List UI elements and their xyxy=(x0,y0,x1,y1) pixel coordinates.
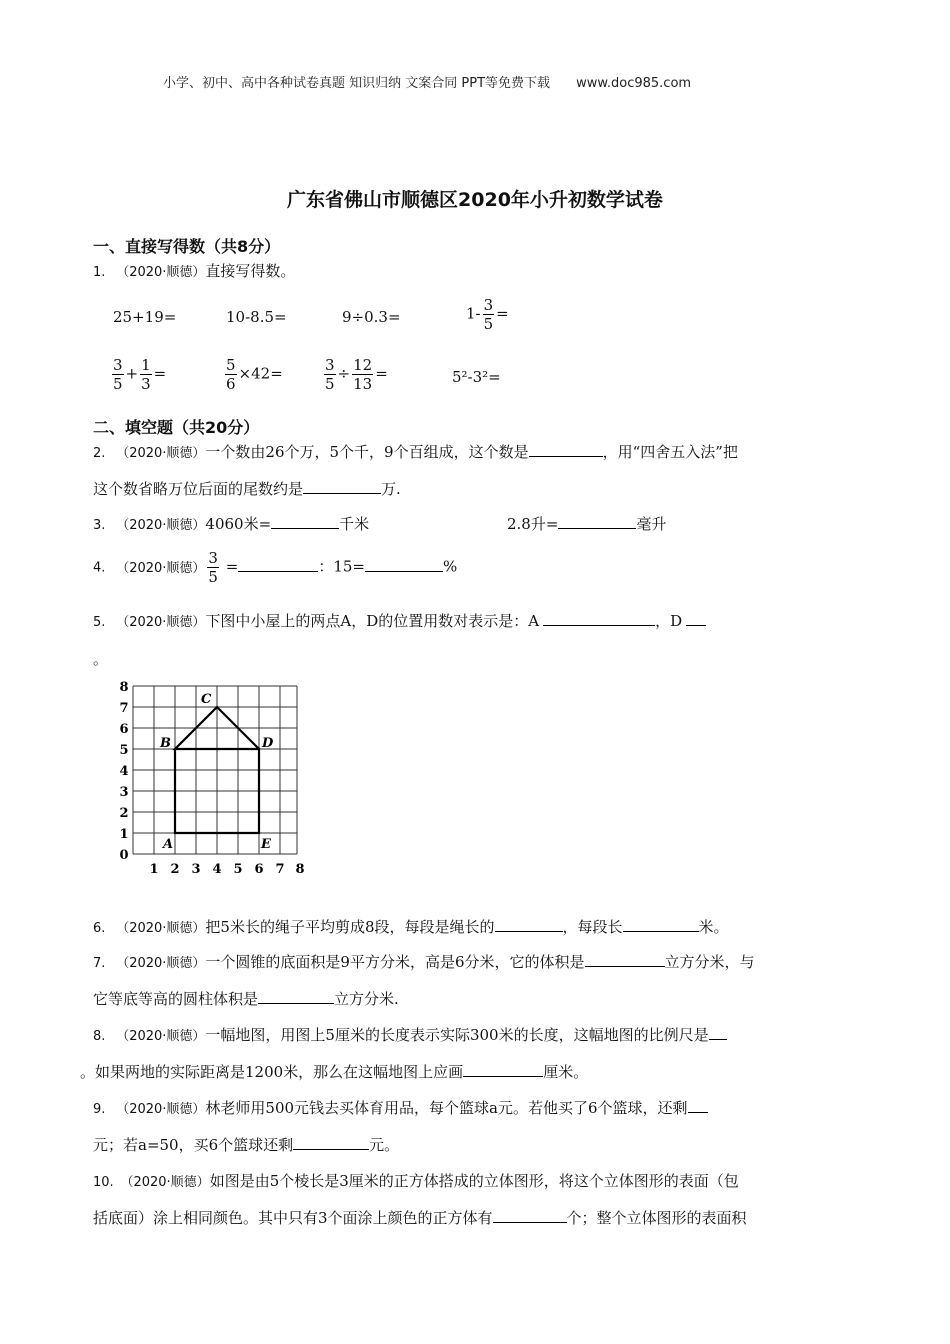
q1-expr-8: 5²-3²= xyxy=(452,368,501,386)
question-number: 8. xyxy=(93,1029,106,1044)
expr-suffix: ×42= xyxy=(238,364,283,383)
answer-blank[interactable] xyxy=(463,1061,543,1077)
question-5-end: 。 xyxy=(93,650,109,668)
numerator: 3 xyxy=(483,296,494,314)
question-8 xyxy=(93,1024,727,1045)
answer-blank[interactable] xyxy=(293,1134,369,1150)
y-axis-labels xyxy=(119,680,128,863)
question-1 xyxy=(93,260,295,281)
y-tick: 1 xyxy=(119,827,129,842)
answer-blank[interactable] xyxy=(303,478,381,494)
answer-blank[interactable] xyxy=(709,1024,727,1040)
answer-blank[interactable] xyxy=(365,556,443,572)
x-tick: 3 xyxy=(191,862,201,877)
q1-expr-3: 9÷0.3= xyxy=(342,308,401,326)
answer-blank[interactable] xyxy=(271,513,339,529)
question-text: 直接写得数。 xyxy=(205,262,296,280)
fraction xyxy=(324,356,336,393)
question-text: ，用“四舍五入法”把 xyxy=(602,443,738,461)
coordinate-grid-figure xyxy=(110,676,320,881)
answer-blank[interactable] xyxy=(495,916,563,932)
question-text: 元；若a=50，买6个篮球还剩 xyxy=(93,1136,294,1154)
y-tick: 2 xyxy=(119,806,129,821)
question-source: （2020·顺德） xyxy=(116,921,206,936)
site-header xyxy=(163,72,691,91)
question-text: 千米 xyxy=(339,515,370,533)
numerator: 1 xyxy=(141,356,151,374)
x-tick: 4 xyxy=(212,862,222,877)
numerator: 3 xyxy=(208,549,218,567)
answer-blank[interactable] xyxy=(585,951,665,967)
header-slogan: 小学、初中、高中各种试卷真题 知识归纳 文案合同 PPT等免费下载 xyxy=(163,76,551,91)
question-number: 4. xyxy=(93,560,106,576)
header-url[interactable]: www.doc985.com xyxy=(576,76,692,91)
question-text: 米。 xyxy=(698,918,729,936)
q1-expr-4 xyxy=(466,296,509,333)
answer-blank[interactable] xyxy=(688,1097,708,1113)
q1-expr-2: 10-8.5= xyxy=(226,308,287,326)
question-4 xyxy=(93,549,457,586)
y-tick: 6 xyxy=(119,722,129,737)
question-3-part-b xyxy=(507,513,666,534)
question-number: 3. xyxy=(93,518,106,533)
question-text: 括底面）涂上相同颜色。其中只有3个面涂上颜色的正方体有 xyxy=(93,1209,493,1227)
denominator: 5 xyxy=(113,375,123,393)
question-text: 林老师用500元钱去买体育用品，每个篮球a元。若他买了6个篮球，还剩 xyxy=(205,1099,688,1117)
question-source: （2020·顺德） xyxy=(116,265,206,280)
answer-blank[interactable] xyxy=(543,610,655,626)
question-text: 个；整个立体图形的表面积 xyxy=(566,1209,747,1227)
q1-expr-6 xyxy=(223,356,283,393)
fraction xyxy=(140,356,152,393)
x-axis-labels xyxy=(149,862,304,877)
question-text: 这个数省略万位后面的尾数约是 xyxy=(93,480,304,498)
y-tick: 4 xyxy=(119,764,129,779)
question-3 xyxy=(93,513,369,534)
answer-blank[interactable] xyxy=(493,1207,567,1223)
fraction xyxy=(483,296,495,333)
question-text: ，D xyxy=(655,612,683,630)
numerator: 3 xyxy=(113,356,123,374)
expr-suffix: = xyxy=(375,364,388,383)
numerator: 12 xyxy=(353,356,373,374)
answer-blank[interactable] xyxy=(258,988,334,1004)
question-number: 5. xyxy=(93,615,106,630)
question-8-line-2 xyxy=(80,1061,588,1082)
question-text: 一个数由26个万，5个千，9个百组成，这个数是 xyxy=(205,443,529,461)
question-text: ，每段长 xyxy=(562,918,623,936)
question-7 xyxy=(93,951,755,972)
expr-suffix: = xyxy=(496,304,509,323)
question-6 xyxy=(93,916,729,937)
denominator: 3 xyxy=(141,375,151,393)
expr-prefix: 1- xyxy=(466,304,481,323)
question-text: 它等底等高的圆柱体积是 xyxy=(93,990,259,1008)
question-text: 。如果两地的实际距离是1200米，那么在这幅地图上应画 xyxy=(80,1063,464,1081)
question-5 xyxy=(93,610,706,631)
question-10-line-2 xyxy=(93,1207,747,1228)
numerator: 3 xyxy=(325,356,335,374)
y-tick: 0 xyxy=(119,848,129,863)
question-text: 厘米。 xyxy=(543,1063,589,1081)
question-source: （2020·顺德） xyxy=(116,560,206,576)
question-source: （2020·顺德） xyxy=(116,1102,206,1117)
answer-blank[interactable] xyxy=(623,916,699,932)
question-number: 7. xyxy=(93,956,106,971)
question-text: ：15= xyxy=(318,557,365,576)
denominator: 5 xyxy=(208,568,218,586)
page-title: 广东省佛山市顺德区2020年小升初数学试卷 xyxy=(287,189,663,211)
question-text: = xyxy=(225,557,239,576)
fraction xyxy=(352,356,373,393)
question-2-line-2 xyxy=(93,478,401,499)
fraction xyxy=(225,356,237,393)
answer-blank[interactable] xyxy=(529,441,603,457)
denominator: 13 xyxy=(353,375,373,393)
point-label-c: C xyxy=(201,692,212,707)
question-text: 一个圆锥的底面积是9平方分米，高是6分米，它的体积是 xyxy=(205,953,585,971)
answer-blank[interactable] xyxy=(558,513,636,529)
answer-blank[interactable] xyxy=(238,556,318,572)
y-tick: 3 xyxy=(119,785,129,800)
question-number: 9. xyxy=(93,1102,106,1117)
y-tick: 5 xyxy=(119,743,129,758)
x-tick: 6 xyxy=(254,862,264,877)
operator: + xyxy=(125,364,139,383)
question-text: 万. xyxy=(381,480,401,498)
denominator: 5 xyxy=(483,315,494,333)
denominator: 6 xyxy=(226,375,236,393)
question-text: 元。 xyxy=(369,1136,400,1154)
question-number: 1. xyxy=(93,265,106,280)
y-tick: 7 xyxy=(119,701,129,716)
question-2 xyxy=(93,441,738,462)
question-text: 立方分米. xyxy=(334,990,399,1008)
x-tick: 7 xyxy=(275,862,285,877)
x-tick: 8 xyxy=(295,862,305,877)
point-label-a: A xyxy=(163,837,174,852)
question-number: 10. xyxy=(93,1175,114,1190)
question-text: 一幅地图，用图上5厘米的长度表示实际300米的长度，这幅地图的比例尺是 xyxy=(205,1026,709,1044)
question-9-line-2 xyxy=(93,1134,399,1155)
question-source: （2020·顺德） xyxy=(116,956,206,971)
fraction xyxy=(207,549,219,586)
question-text: 如图是由5个棱长是3厘米的正方体搭成的立体图形，将这个立体图形的表面（包 xyxy=(209,1172,739,1190)
question-number: 6. xyxy=(93,921,106,936)
question-text: 4060米= xyxy=(205,515,272,533)
question-text: % xyxy=(442,557,458,576)
q1-expr-1: 25+19= xyxy=(113,308,177,326)
answer-blank[interactable] xyxy=(686,610,706,626)
question-text: 2.8升= xyxy=(507,515,559,533)
section-1-heading: 一、直接写得数（共8分） xyxy=(93,237,281,256)
question-source: （2020·顺德） xyxy=(116,1029,206,1044)
question-source: （2020·顺德） xyxy=(116,518,206,533)
fraction xyxy=(112,356,124,393)
question-source: （2020·顺德） xyxy=(116,446,206,461)
operator: ÷ xyxy=(337,364,351,383)
question-number: 2. xyxy=(93,446,106,461)
x-tick: 2 xyxy=(170,862,180,877)
question-text: 下图中小屋上的两点A，D的位置用数对表示是：A xyxy=(205,612,540,630)
grid-lines xyxy=(133,686,297,854)
expr-suffix: = xyxy=(153,364,167,383)
y-tick: 8 xyxy=(119,680,129,695)
question-10 xyxy=(93,1170,739,1191)
question-text: 立方分米，与 xyxy=(664,953,755,971)
section-2-heading: 二、填空题（共20分） xyxy=(93,418,260,437)
question-source: （2020·顺德） xyxy=(120,1175,210,1190)
question-source: （2020·顺德） xyxy=(116,615,206,630)
question-text: 把5米长的绳子平均剪成8段，每段是绳长的 xyxy=(205,918,495,936)
x-tick: 1 xyxy=(149,862,159,877)
question-9 xyxy=(93,1097,708,1118)
x-tick: 5 xyxy=(233,862,243,877)
q1-expr-5 xyxy=(110,356,166,393)
numerator: 5 xyxy=(226,356,236,374)
point-label-d: D xyxy=(262,736,274,751)
point-label-e: E xyxy=(261,837,271,852)
q1-expr-7 xyxy=(322,356,388,393)
point-label-b: B xyxy=(160,736,171,751)
denominator: 5 xyxy=(325,375,335,393)
question-7-line-2 xyxy=(93,988,399,1009)
question-text: 毫升 xyxy=(636,515,667,533)
